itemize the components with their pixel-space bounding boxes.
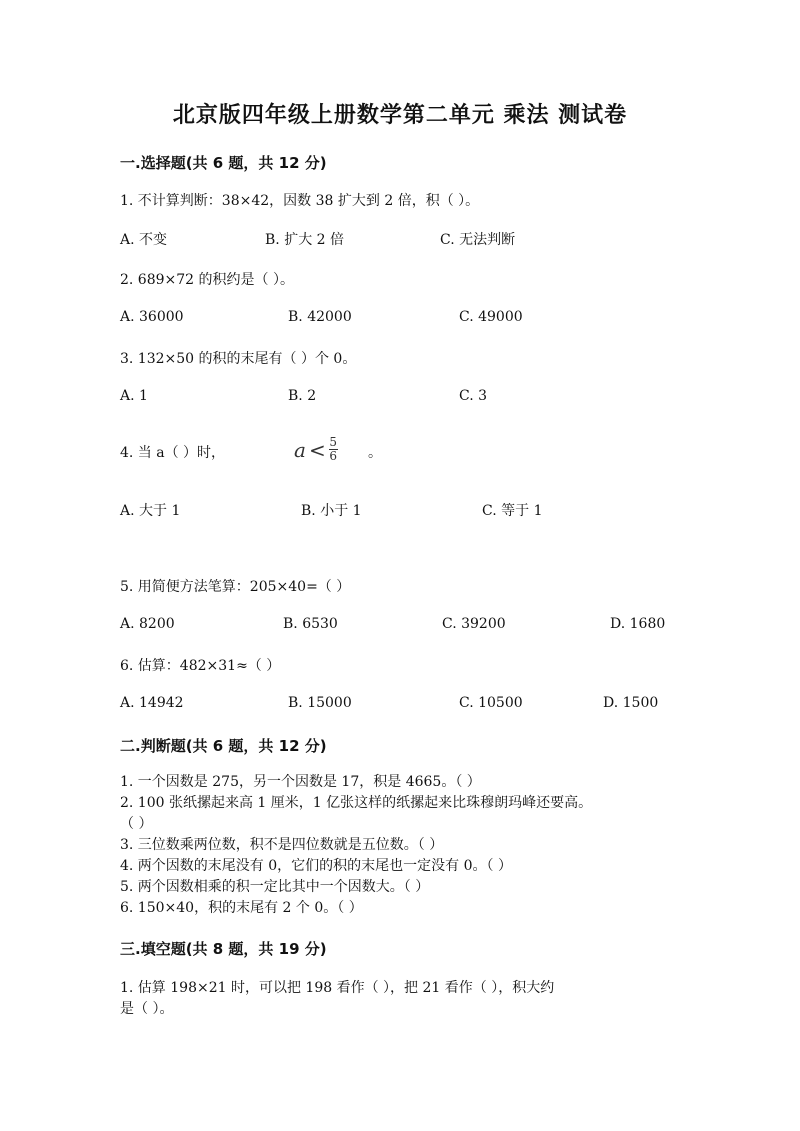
q5-option-c: C. 39200	[442, 616, 506, 632]
formula-variable: a	[294, 437, 306, 462]
judge-item-1: 1. 一个因数是 275，另一个因数是 17，积是 4665。（ ）	[120, 774, 481, 790]
judge-item-5: 5. 两个因数相乘的积一定比其中一个因数大。（ ）	[120, 879, 430, 895]
q4-option-b: B. 小于 1	[301, 503, 362, 519]
q6-option-c: C. 10500	[459, 695, 523, 711]
page-title: 北京版四年级上册数学第二单元 乘法 测试卷	[172, 103, 628, 128]
q2-option-c: C. 49000	[459, 309, 523, 325]
q2-option-a: A. 36000	[120, 309, 184, 325]
judge-item-2: 2. 100 张纸摞起来高 1 厘米，1 亿张这样的纸摞起来比珠穆朗玛峰还要高。	[120, 795, 593, 811]
q4-option-c: C. 等于 1	[482, 503, 543, 519]
question-5: 5. 用简便方法笔算：205×40=（ ）	[120, 579, 351, 595]
section-heading-fill: 三.填空题(共 8 题，共 19 分)	[120, 940, 327, 958]
q2-option-b: B. 42000	[288, 309, 352, 325]
judge-item-3: 3. 三位数乘两位数，积不是四位数就是五位数。（ ）	[120, 837, 444, 853]
q6-option-d: D. 1500	[603, 695, 659, 711]
q1-option-c: C. 无法判断	[440, 232, 516, 248]
q5-option-d: D. 1680	[610, 616, 666, 632]
question-4-tail: 。	[368, 445, 382, 461]
section-heading-judge: 二.判断题(共 6 题，共 12 分)	[120, 737, 327, 755]
inequality-formula	[294, 436, 338, 463]
section-heading-choice: 一.选择题(共 6 题，共 12 分)	[120, 154, 327, 172]
q3-option-b: B. 2	[288, 388, 317, 404]
q6-option-b: B. 15000	[288, 695, 352, 711]
q6-option-a: A. 14942	[120, 695, 184, 711]
question-6: 6. 估算：482×31≈（ ）	[120, 658, 281, 674]
question-2: 2. 689×72 的积约是（ ）。	[120, 272, 294, 288]
q5-option-a: A. 8200	[120, 616, 175, 632]
fraction-numerator: 5	[329, 435, 338, 449]
fraction	[329, 436, 338, 463]
question-4: 4. 当 a（ ）时，	[120, 445, 226, 461]
judge-item-6: 6. 150×40，积的末尾有 2 个 0。（ ）	[120, 900, 363, 916]
q4-option-a: A. 大于 1	[120, 503, 181, 519]
judge-item-4: 4. 两个因数的末尾没有 0，它们的积的末尾也一定没有 0。（ ）	[120, 858, 512, 874]
q5-option-b: B. 6530	[283, 616, 338, 632]
q1-option-b: B. 扩大 2 倍	[265, 232, 344, 248]
judge-item-2-bracket: （ ）	[120, 816, 153, 832]
fraction-denominator: 6	[329, 449, 338, 463]
q1-option-a: A. 不变	[120, 232, 168, 248]
q3-option-a: A. 1	[120, 388, 148, 404]
fill-item-1-continued: 是（ ）。	[120, 1001, 174, 1017]
question-3: 3. 132×50 的积的末尾有（ ）个 0。	[120, 351, 357, 367]
formula-less-than: <	[308, 437, 326, 462]
q3-option-c: C. 3	[459, 388, 488, 404]
question-1: 1. 不计算判断：38×42，因数 38 扩大到 2 倍，积（ ）。	[120, 193, 480, 209]
fill-item-1: 1. 估算 198×21 时，可以把 198 看作（ ），把 21 看作（ ），积大约	[120, 980, 555, 996]
